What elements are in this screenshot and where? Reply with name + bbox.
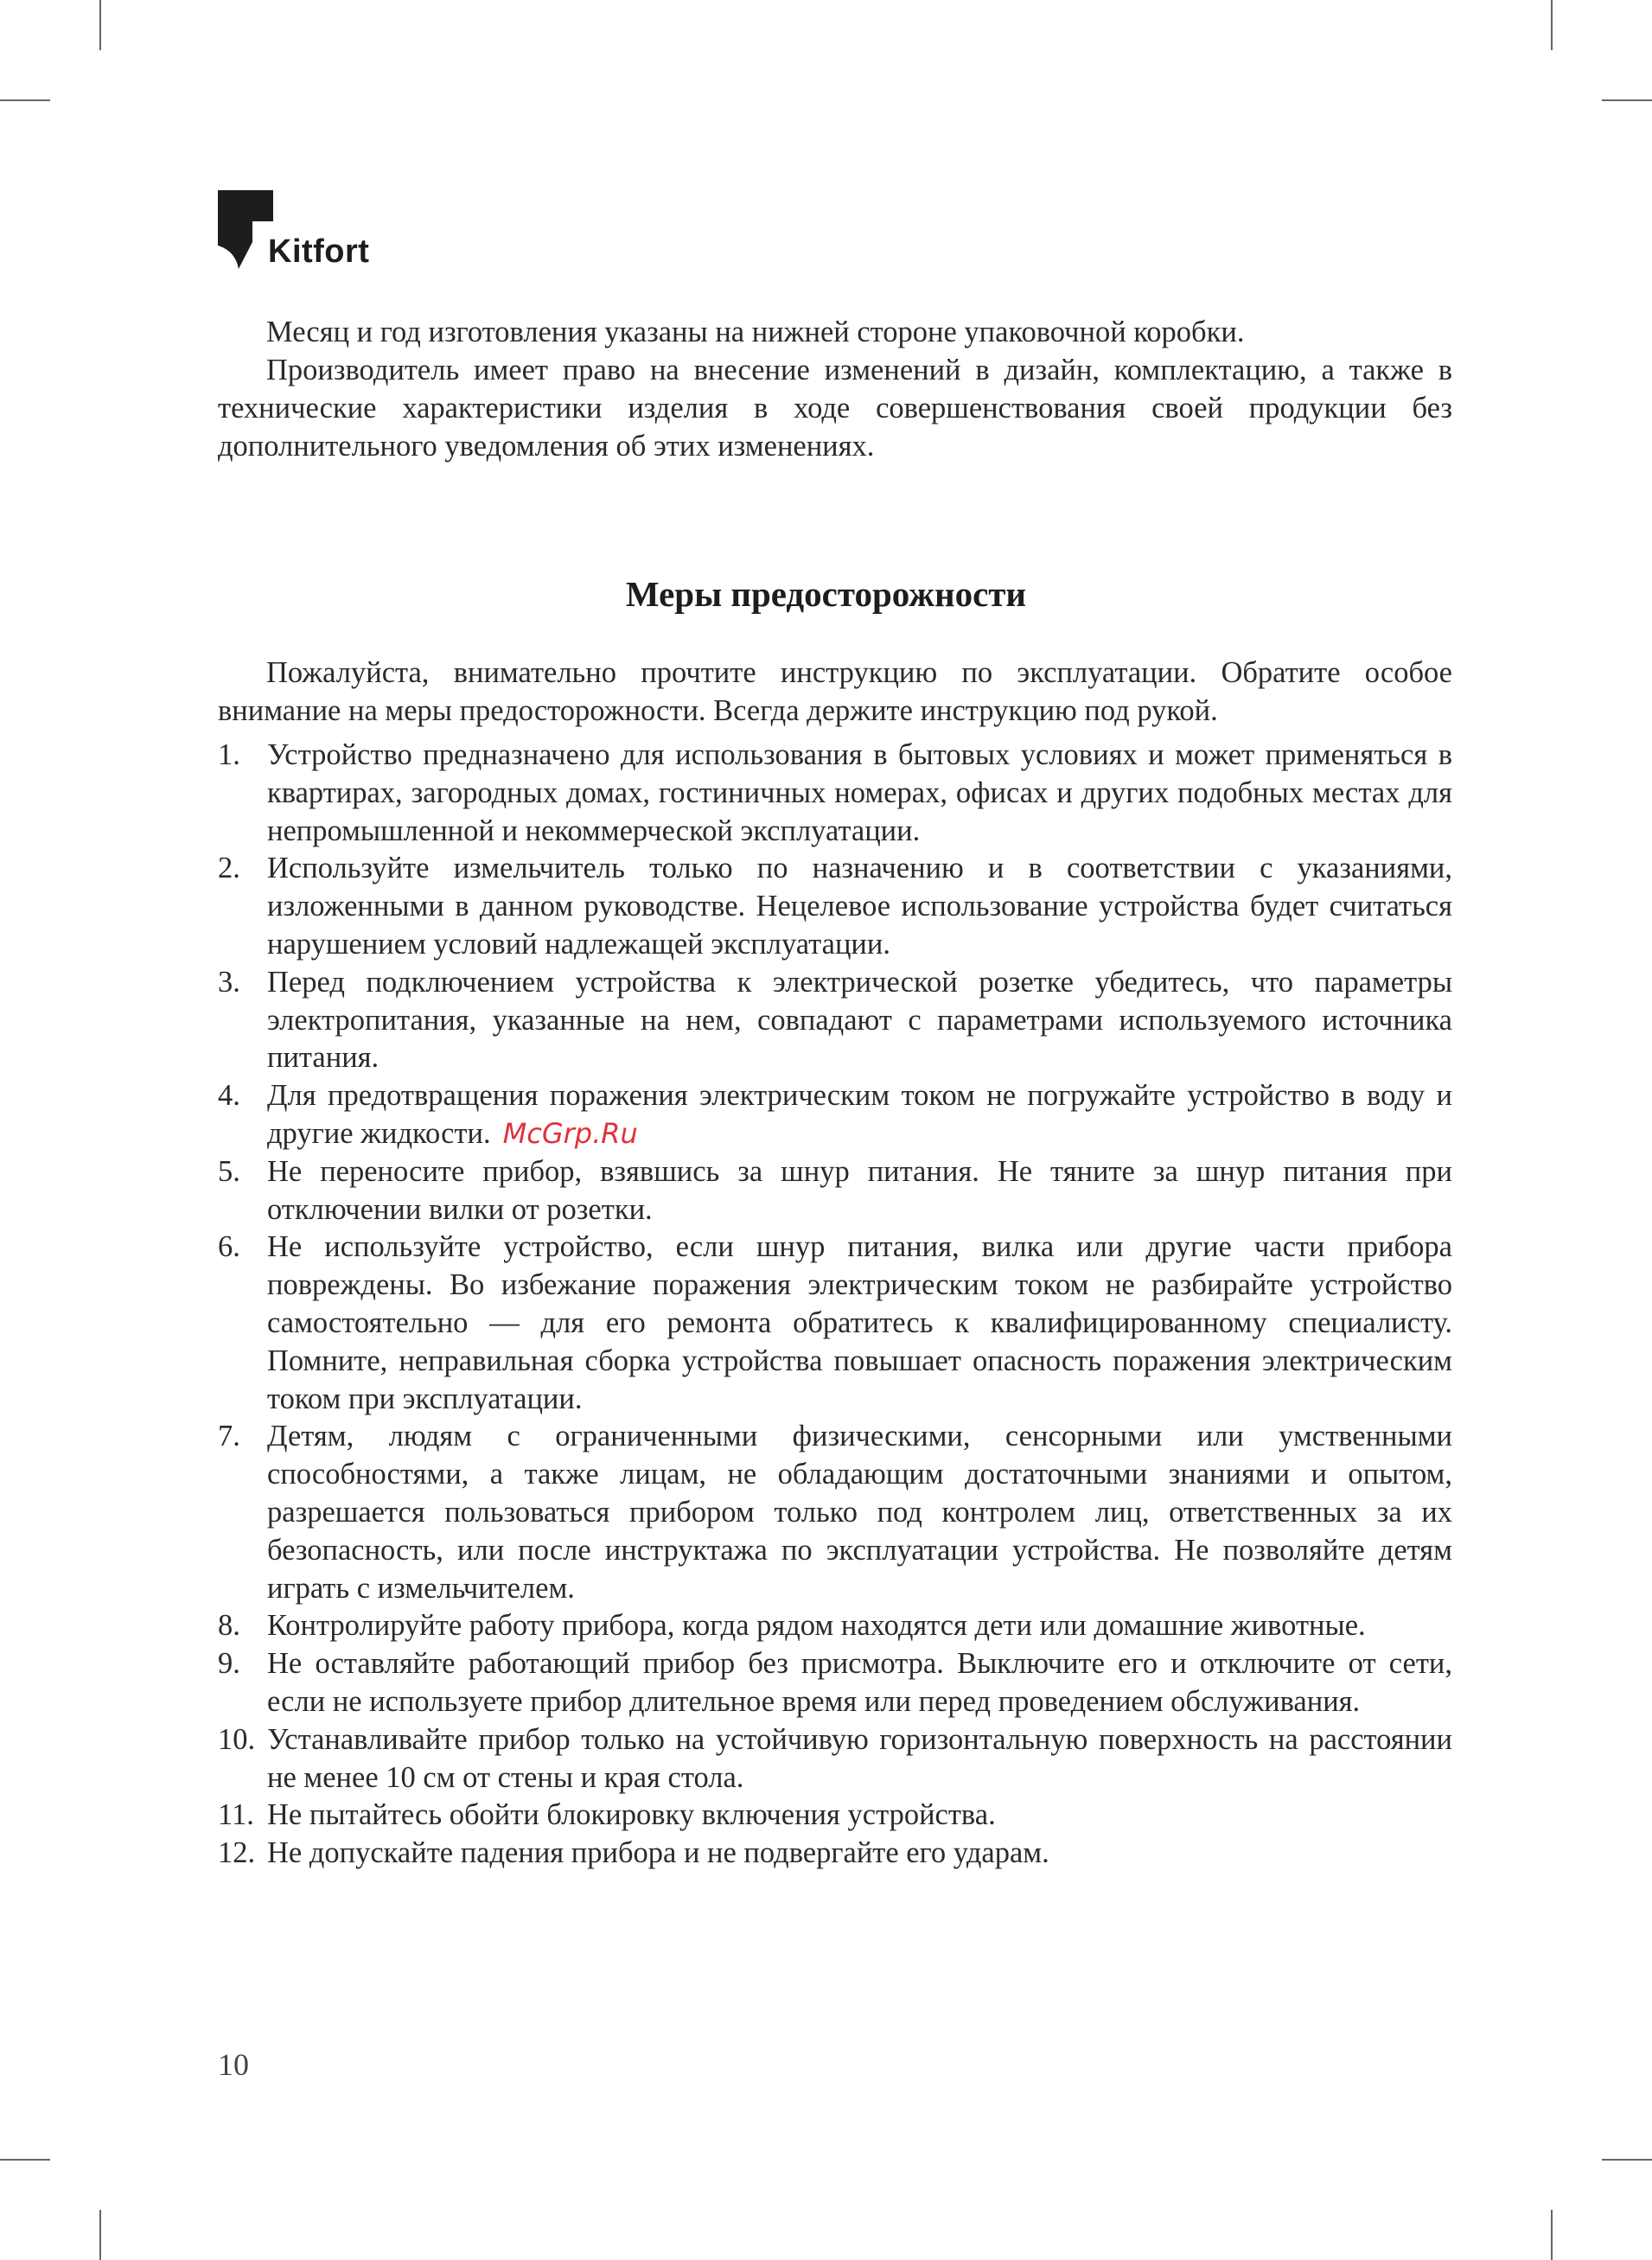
- list-item: [218, 1797, 1452, 1835]
- item-text: Не оставляйте работающий прибор без присмотра. Выключите его и отключите от сети, если не используете прибор длительное время или перед проведением обслуживания.: [267, 1647, 1452, 1718]
- item-number: 10.: [218, 1722, 256, 1756]
- list-item: [218, 1645, 1452, 1721]
- crop-mark: [0, 99, 50, 101]
- watermark-text: McGrp.Ru: [502, 1116, 638, 1150]
- crop-mark: [99, 0, 101, 50]
- intro-paragraph: Производитель имеет право на внесение изменений в дизайн, комплектацию, а также в технические характеристики изделия в ходе совершенствования своей продукции без дополнительного уведомления об этих изменениях.: [218, 354, 1452, 463]
- list-item: [218, 850, 1452, 963]
- intro-block: [218, 313, 1452, 465]
- item-number: 9.: [218, 1647, 240, 1681]
- section-lead-block: [218, 654, 1452, 730]
- precautions-list: [218, 737, 1452, 1873]
- item-number: 2.: [218, 852, 240, 885]
- item-text: Контролируйте работу прибора, когда рядом находятся дети или домашние животные.: [267, 1609, 1366, 1643]
- logo-brand-text: Kitfort: [268, 233, 370, 270]
- item-number: 4.: [218, 1079, 240, 1113]
- item-text: Не допускайте падения прибора и не подвергайте его ударам.: [267, 1836, 1049, 1870]
- list-item: [218, 1077, 1452, 1153]
- section-lead: Пожалуйста, внимательно прочтите инструкцию по эксплуатации. Обратите особое внимание на меры предосторожности. Всегда держите инструкцию под рукой.: [218, 656, 1452, 727]
- item-number: 3.: [218, 965, 240, 999]
- item-text: Не используйте устройство, если шнур питания, вилка или другие части прибора повреждены. Во избежание поражения электрическим током не разбирайте устройство самостоятельно — для его ремонта обратитесь к квалифицированному специалисту. Помните, неправильная сборка устройства повышает опасность поражения электрическим током при эксплуатации.: [267, 1230, 1452, 1415]
- item-number: 5.: [218, 1154, 240, 1188]
- item-text: Для предотвращения поражения электрическим током не погружайте устройство в воду и другие жидкости.: [267, 1079, 1452, 1150]
- section-title: Меры предосторожности: [625, 574, 1027, 614]
- item-number: 1.: [218, 738, 240, 771]
- list-item: [218, 737, 1452, 850]
- item-text: Устройство предназначено для использования в бытовых условиях и может применяться в квартирах, загородных домах, гостиничных номерах, офисах и других подобных местах для непромышленной и некоммерческой эксплуатации.: [267, 738, 1452, 847]
- crop-mark: [1602, 99, 1652, 101]
- crop-mark: [1602, 2159, 1652, 2161]
- item-number: 12.: [218, 1836, 256, 1870]
- list-item: [218, 1418, 1452, 1607]
- list-item: [218, 1229, 1452, 1418]
- item-number: 7.: [218, 1420, 240, 1453]
- list-item: [218, 964, 1452, 1077]
- list-item: [218, 1153, 1452, 1229]
- item-text: Не переносите прибор, взявшись за шнур питания. Не тяните за шнур питания при отключении вилки от розетки.: [267, 1154, 1452, 1226]
- item-text: Не пытайтесь обойти блокировку включения устройства.: [267, 1798, 996, 1832]
- list-item: [218, 1607, 1452, 1645]
- crop-mark: [1551, 0, 1553, 50]
- item-text: Перед подключением устройства к электрической розетке убедитесь, что параметры электропитания, указанные на нем, совпадают с параметрами используемого источника питания.: [267, 965, 1452, 1075]
- crop-mark: [1551, 2210, 1553, 2260]
- item-number: 11.: [218, 1798, 254, 1832]
- item-text: Детям, людям с ограниченными физическими, сенсорными или умственными способностями, а также лицам, не обладающим достаточными знаниями и опытом, разрешается пользоваться прибором только под контролем лиц, ответственных за их безопасность, или после инструктажа по эксплуатации устройства. Не позволяйте детям играть с измельчителем.: [267, 1420, 1452, 1605]
- list-item: [218, 1721, 1452, 1797]
- crop-mark: [0, 2159, 50, 2161]
- page-number: 10: [218, 2047, 249, 2082]
- item-number: 8.: [218, 1609, 240, 1643]
- kitfort-logo: [216, 188, 389, 275]
- crop-mark: [99, 2210, 101, 2260]
- item-text: Устанавливайте прибор только на устойчивую горизонтальную поверхность на расстоянии не менее 10 см от стены и края стола.: [267, 1722, 1452, 1794]
- item-text: Используйте измельчитель только по назначению и в соответствии с указаниями, изложенными в данном руководстве. Нецелевое использование устройства будет считаться нарушением условий надлежащей эксплуатации.: [267, 852, 1452, 961]
- intro-paragraph: Месяц и год изготовления указаны на нижней стороне упаковочной коробки.: [266, 316, 1245, 348]
- item-number: 6.: [218, 1230, 240, 1264]
- list-item: [218, 1835, 1452, 1873]
